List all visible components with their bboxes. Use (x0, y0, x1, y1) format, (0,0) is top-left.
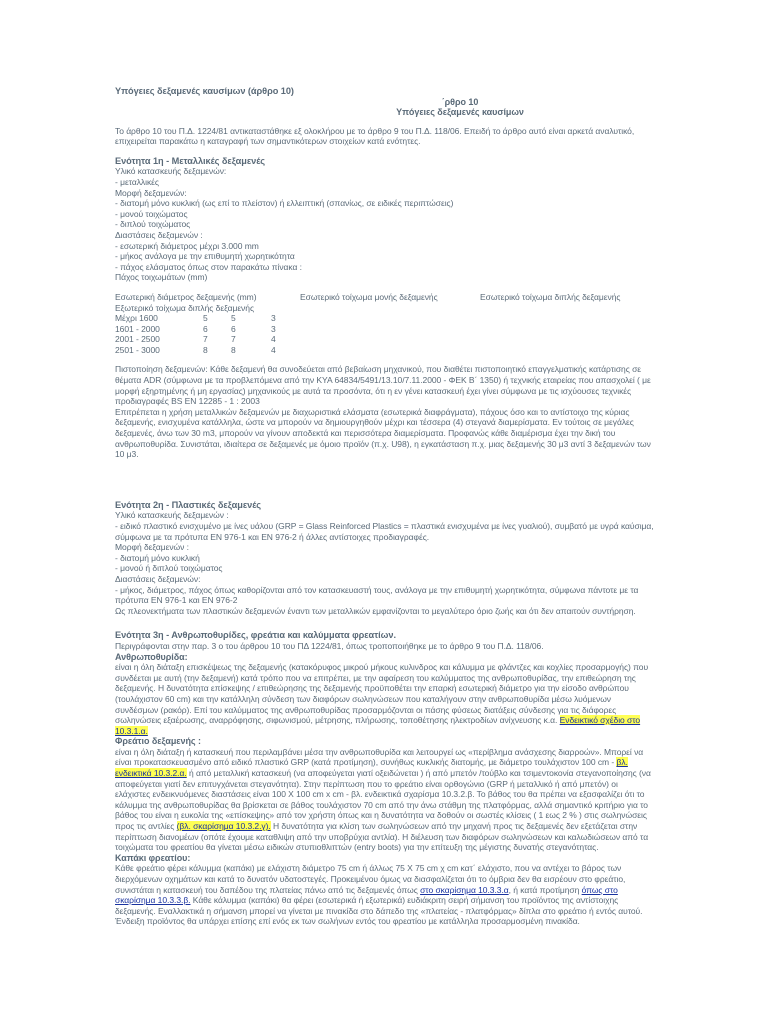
s2-line: - μονού ή διπλού τοιχώματος (115, 563, 223, 574)
pit-cover-text-1: Κάθε φρεάτιο φέρει κάλυμμα (καπάκι) με ελάχιστη διάμετρο 75 cm ή άλλως 75 X 75 cm χ cm κατ΄ ελάχιστο, που να αντέχει το βάρος των διερχόμενων οχημάτων και κατά το δυνατόν υδατοστεγές. Προκειμένου όμως να διασφαλίζεται ότι το όμβρια δεν θα εισρέουν στο φρεάτιο, συνιστάται η κατασκευή του δαπέδου της πλατείας πάνω από τις δεξαμενές όπως (115, 863, 626, 895)
s1-line: - μονού τοιχώματος (115, 208, 188, 219)
tank-pit-text-2: ή από μεταλλική κατασκευή (να αποφεύγεται γιατί οξειδώνεται ) ή από μπετόν /τούβλο και τσιμεντοκονία στεγανοποίησης (να αποφεύγεται γιατί δεν επιτυγχάνεται στεγανότητα). Στην περίπτωση που το φρεάτιο είναι ορθογώνιο (GRP ή μεταλλικό ή από μπετόν) οι ελάχιστες ενδεικνυόμενες διαστάσεις είναι 100 X 100 cm x cm - βλ. ενδεικτικά σχαρίσμα 10.3.2.β. Το βάθος του θα πρέπει να εξασφαλίζει ότι το κάλυμμα της ανθρωποθυρίδας θα βρίσκεται σε βάθος τουλάχιστον 70 cm από την άνω στάθμη της πλατφόρμας, αλλά σημαντικό κριτήριο για το βάθος του είναι η ευκολία της «επίσκεψης» από τον χρήστη όπως και η δυνατότητα να δοθούν οι σωστές κλίσεις ( 1 εως 2 % ) στις σωληνώσεις προς τις αντλίες (115, 768, 651, 832)
manhole-paragraph (115, 662, 655, 736)
pit-cover-text-2: , ή κατά προτίμηση (508, 884, 580, 895)
table-cell: 3 (271, 313, 276, 324)
table-header: Εσωτερικό τοίχωμα διπλής δεξαμενής (480, 291, 621, 302)
s1-line: - μεταλλικές (115, 176, 159, 187)
s2-line: Μορφή δεξαμενών : (115, 542, 189, 553)
table-cell: 7 (231, 334, 236, 345)
pit-cover-link-2[interactable]: όπως στο σκαρίσημα 10.3.3.β. (115, 884, 618, 906)
table-cell: 6 (231, 323, 236, 334)
table-cell: 4 (271, 344, 276, 355)
s1-line: - πάχος ελάσματος όπως στον παρακάτω πίνακα : (115, 261, 302, 272)
tank-pit-text-3: Η δυνατότητα για κλίση των σωληνώσεων από την μηχανή προς τις δεξαμενές δεν εξετάζεται στην περίπτωση διανομέων (οπότε έχουμε καταθλιψη από την υποβρύχια αντλία). Η διέλευση των διαφόρων σωληνώσεων και καλωδιώσεων από τα τοιχώματα του φρεατίου θα γίνεται μέσω ειδικών στυπιοθλιπτών (entry boots) για την επίτευξη της μέγιστης δυνατής στεγανότητας. (115, 821, 649, 853)
section-3-intro: Περιγράφονται στην παρ. 3 ο του άρθρου 10 του ΠΔ 1224/81, όπως τροποποιήθηκε με το άρθρο 9 του Π.Δ. 118/06. (115, 640, 544, 651)
section-2-title: Ενότητα 2η - Πλαστικές δεξαμενές (115, 499, 262, 510)
table-cell: Μέχρι 1600 (115, 313, 158, 324)
section-1-lines (115, 166, 655, 283)
manhole-text: είναι η όλη διάταξη επισκέψεως της δεξαμενής (κατακόρυφος μικρού μήκους κυλινδρος και κάλυμμα με φλάντζες και κοχλίες προσαρμογής) που συνδέεται με αυτή (την δεξαμενή) κατά τρόπο που να επιτρέπει, με την αφαίρεση του καλύμματος της ανθρωποθυρίδας, την επιθεώρηση της δεξαμενής. Η δυνατότητα επίσκεψης / επιθεώρησης της δεξαμενής προϋποθέτει την επαρκή εσωτερική διάμετρο για την είσοδο ανθρώπου (τουλάχιστον 60 cm) και την κατάλληλη σύνδεση των διαφόρων σωληνώσεων που καταλήγουν στην ανθρωποθυρίδα μέσω λυόμενων συνδέσμων (ρακόρ). Επί του καλύμματος της ανθρωποθυρίδας προσαρμόζονται οι πάσης φύσεως διατάξεις σύνδεσης για τις διάφορες σωληνώσεις εξαέρωσης, αναρρόφησης, σιφωνισμού, μέτρησης, πλήρωσης, τοποθέτησης ηλεκτροδίων ανίχνευσης κ.α. (115, 662, 649, 726)
manhole-drawing-link[interactable]: Ενδεικτικό σχέδιο στο 10.3.1.α. (115, 715, 641, 736)
table-cell: 1601 - 2000 (115, 323, 160, 334)
section-3-title: Ενότητα 3η - Ανθρωποθυρίδες, φρεάτια και καλύμματα φρεατίων. (115, 630, 396, 641)
s2-line: - διατομή μόνο κυκλική (115, 552, 200, 563)
pit-cover-link-1[interactable]: στο σκαρίσημα 10.3.3.α (420, 884, 509, 895)
table-cell: 5 (203, 313, 208, 324)
table-row (115, 313, 655, 324)
table-cell: 2501 - 3000 (115, 344, 160, 355)
pit-cover-heading: Καπάκι φρεατίου: (115, 852, 191, 863)
pit-cover-text-3: Κάθε κάλυμμα (καπάκι) θα φέρει (εσωτερικά ή εξωτερικά) ευδιάκριτη σειρή σήμανση του προϊόντος της αντίστοιχης δεξαμενής. Εναλλακτικά η σήμανση μπορεί να γίνεται με πινακίδα στο δάπεδο της «πλατείας - πλατφόρμας» δίπλα στο φρεάτιο ή εντός αυτού. Ένδειξη προϊόντος θα υπάρχει επίσης επί ενός εκ των σωλήνων εντός του φρεατίου με κατάλληλα προσαρμοσμένη πινακίδα. (115, 895, 643, 927)
s1-line: - διπλού τοιχώματος (115, 219, 191, 230)
table-row (115, 324, 655, 335)
table-cell: 2001 - 2500 (115, 334, 160, 345)
s1-line: Πάχος τοιχωμάτων (mm) (115, 272, 208, 283)
document-body (115, 86, 655, 927)
section-2-lines (115, 510, 655, 616)
article-heading (115, 97, 655, 117)
s1-line: - διατομή μόνο κυκλική (ως επί το πλείστον) ή ελλειπτική (σπανίως, σε ειδικές περιπτώσεις) (115, 198, 454, 209)
table-cell: 6 (203, 323, 208, 334)
s1-line: Μορφή δεξαμενών: (115, 187, 187, 198)
article-heading-number: ΄ρθρο 10 (441, 96, 479, 107)
compartments-paragraph: Επιτρέπεται η χρήση μεταλλικών δεξαμενών με διαχωριστικά ελάσματα (εσωτερικά διαφράγματα), πάχους όσο και το αντίστοιχο της κύριας δεξαμενής, ενισχυμένα κατάλληλα, ώστε να μπορούν να δημιουργηθούν μέχρι και τέσσερα (4) στεγανά διαμερίσματα. Εν τούτοις σε μεγάλες δεξαμενές, άνω των 30 m3, μπορούν να γίνουν αποδεκτά και περισσότερα διαμερίσματα. Προφανώς κάθε διαμέρισμα έχει την δική του ανθρωποθυρίδα. Συνιστάται, ιδιαίτερα σε δεξαμενές με όμοιο προϊόν (π.χ. U98), η εγκατάσταση π.χ. μιας δεξαμενής 30 μ3 αντί 3 δεξαμενών των 10 μ3. (115, 406, 651, 460)
table-cell: 8 (231, 344, 236, 355)
table-header-row (115, 292, 655, 303)
table-header-wrap: Εξωτερικό τοίχωμα διπλής δεξαμενής (115, 302, 254, 313)
tank-pit-link-1[interactable]: βλ. ενδεικτικά 10.3.2.α. (115, 757, 628, 779)
thickness-table (115, 292, 655, 356)
s2-line: - μήκος, διάμετρος, πάχος όπως καθορίζονται από τον κατασκευαστή τους, ανάλογα με την επιθυμητή χωρητικότητα, σύμφωνα πάντοτε με τα πρότυπα EN 976-1 και EN 976-2 (115, 584, 639, 606)
intro-paragraph: Το άρθρο 10 του Π.Δ. 1224/81 αντικαταστάθηκε εξ ολοκλήρου με το άρθρο 9 του Π.Δ. 118/06. Επειδή το άρθρο αυτό είναι αρκετά αναλυτικό, επιχειρείται παρακάτω η καταγραφή των σημαντικότερων στοιχείων κατά ενότητες. (115, 125, 635, 147)
document-title: Υπόγειες δεξαμενές καυσίμων (άρθρο 10) (115, 86, 294, 96)
table-cell: 4 (271, 334, 276, 345)
table-row (115, 334, 655, 345)
s1-line: - μήκος ανάλογα με την επιθυμητή χωρητικότητα (115, 251, 295, 262)
manhole-heading: Ανθρωποθυρίδα: (115, 651, 188, 662)
certification-paragraph: Πιστοποίηση δεξαμενών: Κάθε δεξαμενή θα συνοδεύεται από βεβαίωση μηχανικού, που διαθέτει πιστοποιητικό επαγγελματικής κατάρτισης σε θέματα ADR (σύμφωνα με τα προβλεπόμενα από την ΚΥΑ 64834/5491/13.10/7.11.2000 - ΦΕΚ Β΄ 1350) ή τεχνικής εταιρείας που απασχολεί ( με μορφή εξηρτημένης ή μη εργασίας) μηχανικούς με αυτά τα προσόντα, ότι η εν γένει κατασκευή έχει γίνει σύμφωνα με τις ισχύουσες τεχνικές προδιαγραφές BS EN 12285 - 1 : 2003 (115, 364, 651, 407)
s2-line: Υλικό κατασκευής δεξαμενών : (115, 510, 229, 521)
s2-line: - ειδικό πλαστικό ενισχυμένο με ίνες υάλου (GRP = Glass Reinforced Plastics = πλαστικά ενισχυμένα με ίνες γυαλιού), συμβατό με υγρά καύσιμα, σύμφωνα με τα πρότυπα EN 976-1 και EN 976-2 ή άλλες αντίστοιχες προδιαγραφές. (115, 521, 654, 542)
article-heading-subject: Υπόγειες δεξαμενές καυσίμων (396, 106, 524, 117)
table-row (115, 345, 655, 356)
pit-cover-paragraph (115, 863, 655, 927)
s1-line: - εσωτερική διάμετρος μέχρι 3.000 mm (115, 240, 259, 251)
table-cell: 3 (271, 323, 276, 334)
table-cell: 8 (203, 344, 208, 355)
table-cell: 5 (231, 313, 236, 324)
table-header: Εσωτερικό τοίχωμα μονής δεξαμενής (300, 291, 438, 302)
table-cell: 7 (203, 334, 208, 345)
tank-pit-paragraph (115, 747, 655, 853)
table-header: Εσωτερική διάμετρος δεξαμενής (mm) (115, 291, 257, 302)
section-1-title: Ενότητα 1η - Μεταλλικές δεξαμενές (115, 155, 266, 166)
s1-line: Διαστάσεις δεξαμενών : (115, 229, 203, 240)
tank-pit-heading: Φρεάτιο δεξαμενής : (115, 736, 201, 747)
tank-pit-text-1: είναι η όλη διάταξη ή κατασκευή που περιλαμβάνει μέσα την ανθρωποθυρίδα και λειτουργεί ως «περίβλημα ανάσχεσης διαρροών». Μπορεί να είναι προκατασκευασμένο από ειδικό πλαστικό GRP (κατά προτίμηση), συνήθως κυκλικής διατομής, με διάμετρο τουλάχιστον 100 cm - (115, 746, 644, 768)
s2-line: Ως πλεονεκτήματα των πλαστικών δεξαμενών έναντι των μεταλλικών εμφανίζονται το μεγαλύτερο όριο ζωής και ότι δεν απαιτούν συντήρηση. (115, 605, 636, 616)
s1-line: Υλικό κατασκευής δεξαμενών: (115, 166, 227, 177)
tank-pit-link-2[interactable]: (βλ. σκαρίσημα 10.3.2.γ). (176, 821, 271, 832)
s2-line: Διαστάσεις δεξαμενών: (115, 573, 201, 584)
